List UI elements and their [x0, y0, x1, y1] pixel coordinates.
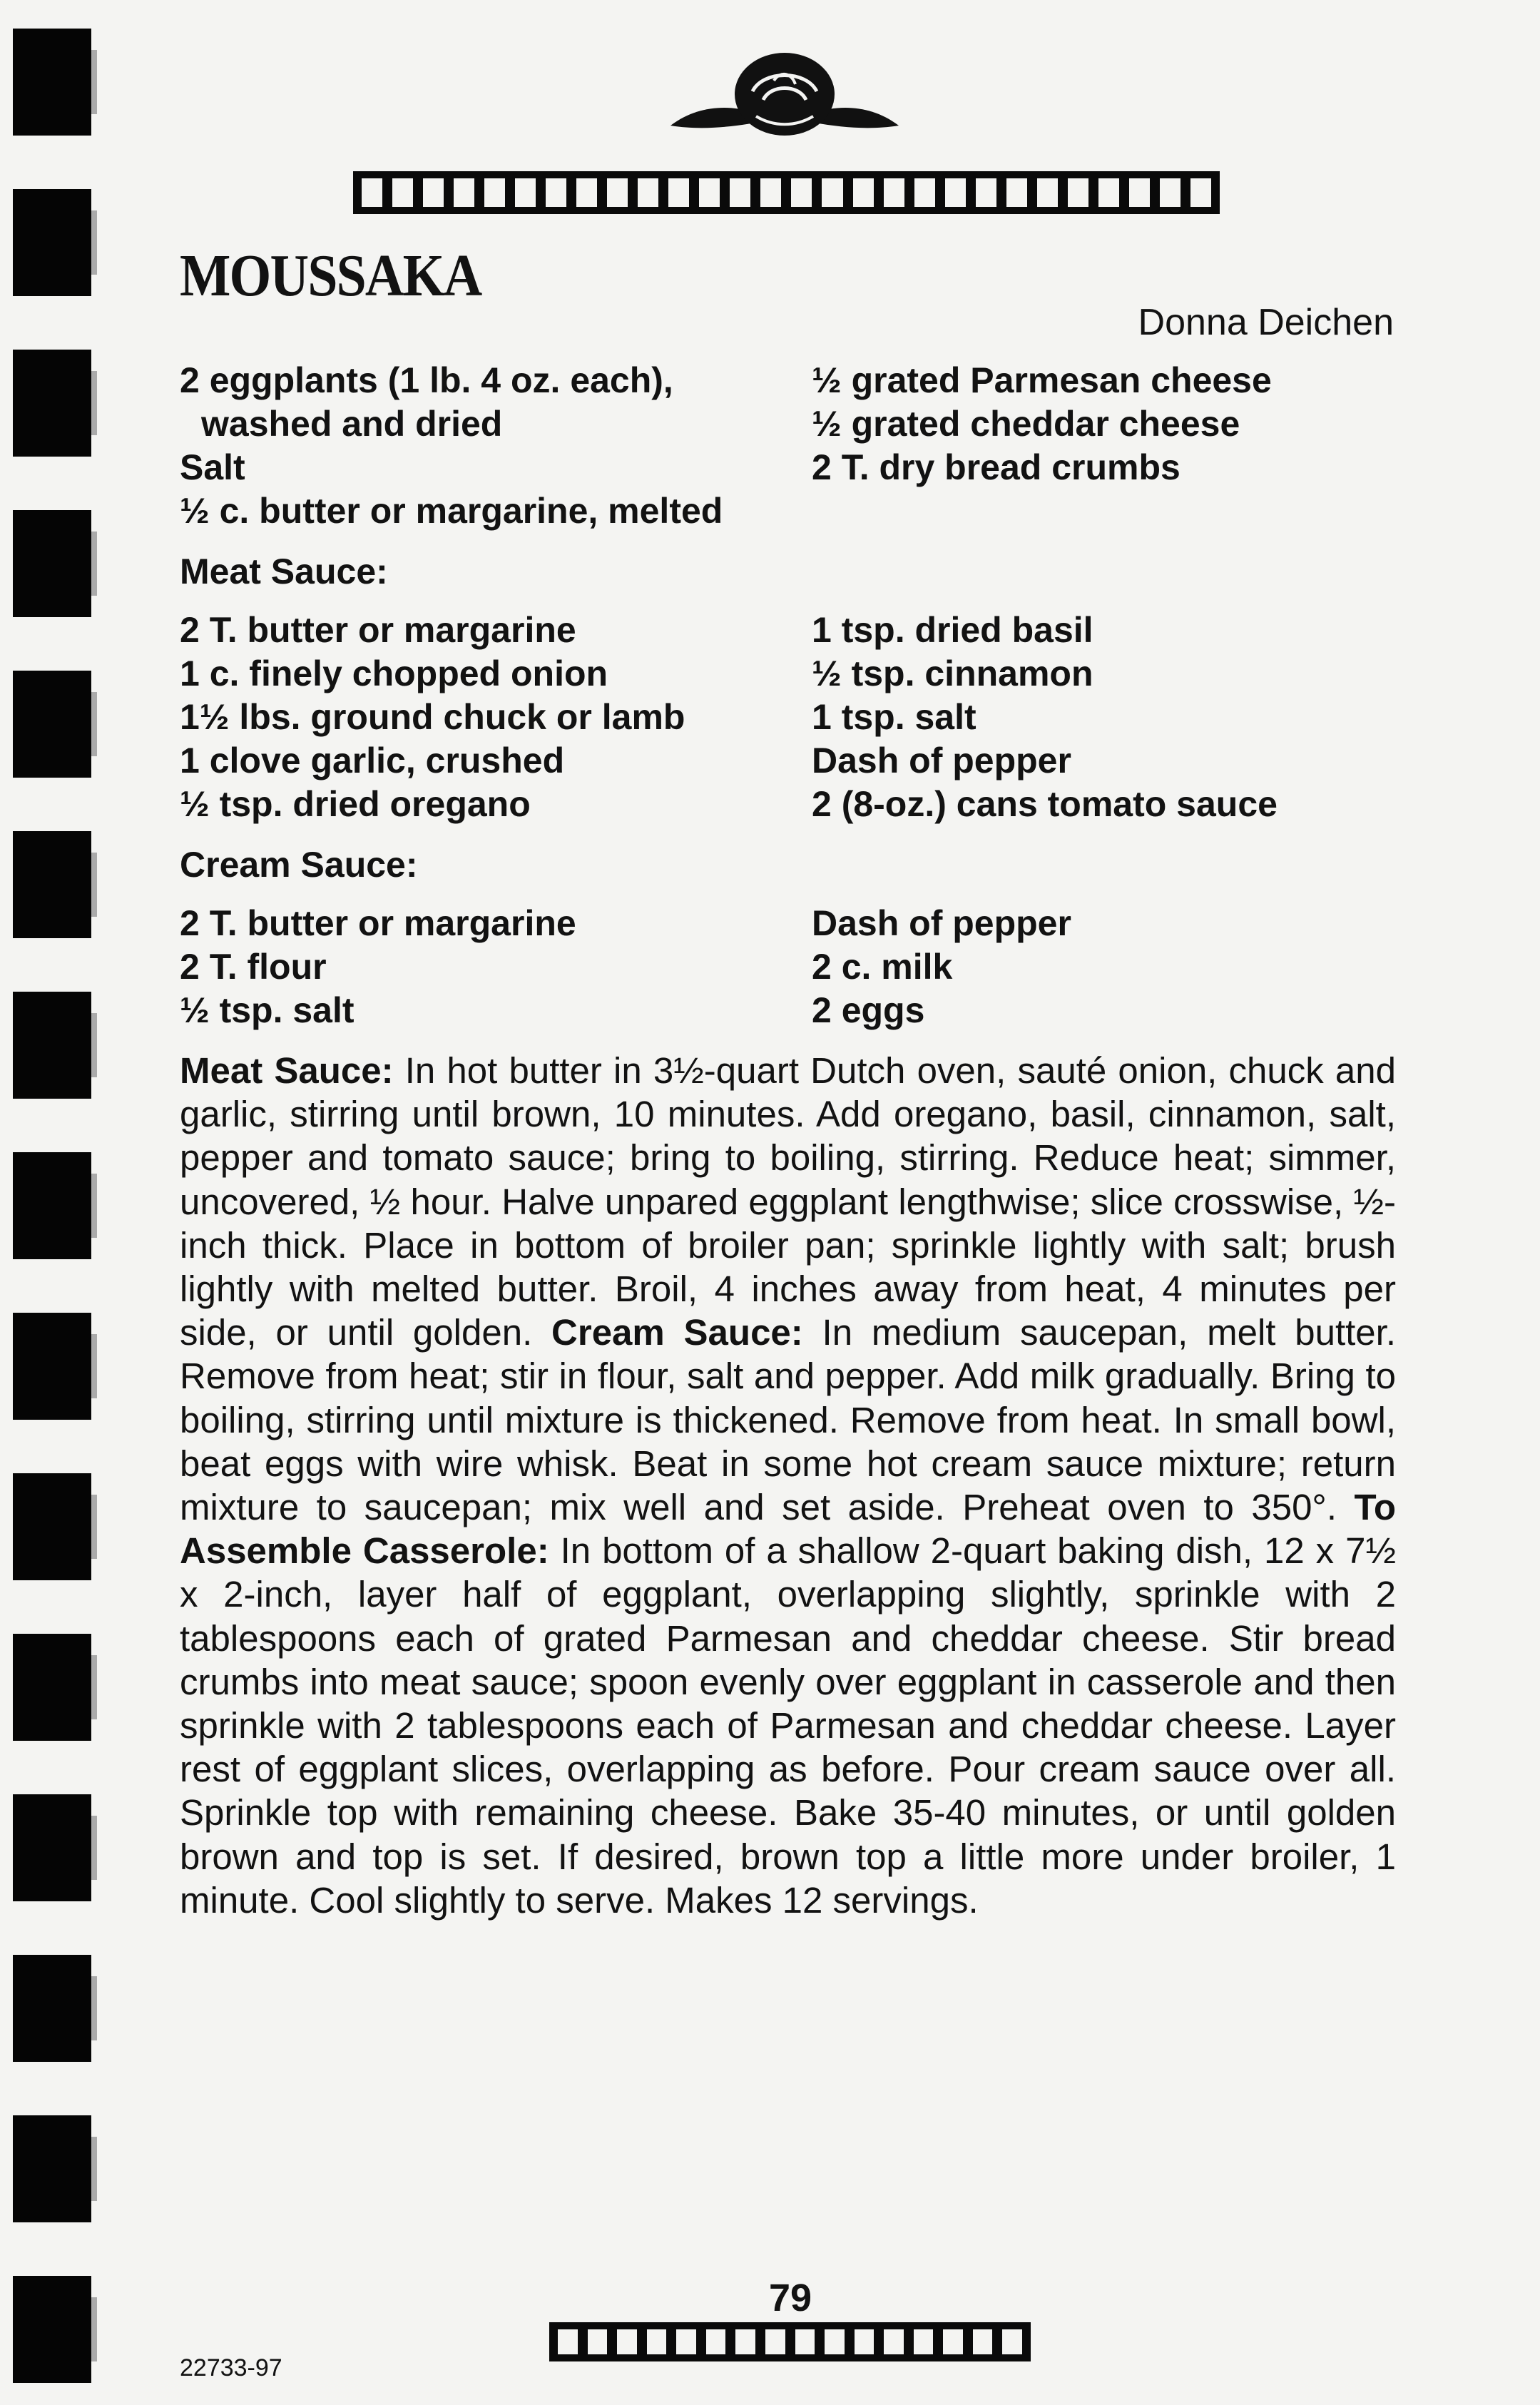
ingredient-line: Salt: [180, 447, 245, 487]
ingredient-line: 1 tsp. salt: [812, 697, 976, 737]
ingredient-line: ½ tsp. salt: [180, 990, 355, 1030]
meat-sauce-right: [812, 609, 1278, 826]
ingredient-line: Dash of pepper: [812, 741, 1071, 781]
recipe-title: MOUSSAKA: [180, 243, 481, 309]
binding-hole: [13, 1152, 91, 1259]
binding-hole: [13, 1313, 91, 1420]
recipe-directions: [180, 1049, 1396, 1922]
assemble-label: To Assemble Casserole:: [180, 1487, 1396, 1572]
ingredient-line: 1½ lbs. ground chuck or lamb: [180, 697, 685, 737]
binding-hole: [13, 29, 91, 136]
cream-sauce-right: [812, 902, 1071, 1032]
meat-sauce-heading: Meat Sauce:: [180, 551, 388, 591]
cream-sauce-label: Cream Sauce:: [551, 1312, 803, 1353]
ingredient-line: 1 tsp. dried basil: [812, 610, 1093, 650]
spiral-binding: [0, 0, 93, 2405]
binding-hole: [13, 1794, 91, 1901]
binding-hole: [13, 350, 91, 457]
checkered-divider: [353, 171, 1220, 214]
binding-hole: [13, 510, 91, 617]
ingredient-line: ½ grated cheddar cheese: [812, 404, 1240, 444]
checkered-divider: [549, 2322, 1031, 2361]
catalog-code: 22733-97: [180, 2354, 282, 2381]
ingredients-right: [812, 359, 1272, 489]
ingredient-line: 2 T. dry bread crumbs: [812, 447, 1181, 487]
meat-sauce-text: In hot butter in 3½-quart Dutch oven, sauté onion, chuck and garlic, stirring until brown, 10 minutes. Add oregano, basil, cinnamon, salt, pepper and tomato sauce; bring to boiling, stirring. Reduce heat; simmer, uncovered, ½ hour. Halve unpared eggplant lengthwise; slice crosswise, ½-inch thick. Place in bottom of broiler pan; sprinkle lightly with salt; brush lightly with melted butter. Broil, 4 inches away from heat, 4 minutes per side, or until golden.: [180, 1050, 1396, 1353]
binding-hole: [13, 992, 91, 1099]
meat-sauce-label: Meat Sauce:: [180, 1050, 394, 1091]
ingredient-line: 2 eggplants (1 lb. 4 oz. each),: [180, 360, 673, 400]
cream-sauce-text: In medium saucepan, melt butter. Remove from heat; stir in flour, salt and pepper. Add milk gradually. Bring to boiling, stirring until mixture is thickened. Remove from heat. In small bowl, beat eggs with wire whisk. Beat in some hot cream sauce mixture; return mixture to saucepan; mix well and set aside. Preheat oven to 350°.: [180, 1312, 1396, 1528]
ingredient-line: 2 (8-oz.) cans tomato sauce: [812, 784, 1278, 824]
ingredient-line: ½ tsp. dried oregano: [180, 784, 531, 824]
ingredient-line: 2 eggs: [812, 990, 925, 1030]
ingredient-line: washed and dried: [201, 404, 503, 444]
meat-sauce-left: [180, 609, 685, 826]
binding-hole: [13, 831, 91, 938]
ingredient-line: Dash of pepper: [812, 903, 1071, 943]
binding-hole: [13, 1473, 91, 1580]
binding-hole: [13, 2115, 91, 2222]
page-number: 79: [769, 2277, 812, 2319]
ingredient-line: ½ c. butter or margarine, melted: [180, 491, 723, 531]
binding-hole: [13, 2276, 91, 2383]
binding-hole: [13, 1955, 91, 2062]
ingredient-line: 2 c. milk: [812, 947, 953, 987]
binding-hole: [13, 671, 91, 778]
ingredient-line: 2 T. butter or margarine: [180, 903, 576, 943]
ingredient-line: 2 T. flour: [180, 947, 327, 987]
ingredient-line: 1 clove garlic, crushed: [180, 741, 565, 781]
rose-ornament-icon: [663, 49, 906, 148]
ingredient-line: ½ tsp. cinnamon: [812, 654, 1093, 693]
assemble-text: In bottom of a shallow 2-quart baking dish, 12 x 7½ x 2-inch, layer half of eggplant, overlapping slightly, sprinkle with 2 tablespoons each of grated Parmesan and cheddar cheese. Stir bread crumbs into meat sauce; spoon evenly over eggplant in casserole and then sprinkle with 2 tablespoons each of Parmesan and cheddar cheese. Layer rest of eggplant slices, overlapping as before. Pour cream sauce over all. Sprinkle top with remaining cheese. Bake 35-40 minutes, or until golden brown and top is set. If desired, brown top a little more under broiler, 1 minute. Cool slightly to serve. Makes 12 servings.: [180, 1530, 1396, 1921]
ingredients-left: [180, 359, 723, 533]
cream-sauce-heading: Cream Sauce:: [180, 845, 418, 885]
recipe-author: Donna Deichen: [1138, 302, 1394, 343]
ingredient-line: 1 c. finely chopped onion: [180, 654, 608, 693]
ingredient-line: 2 T. butter or margarine: [180, 610, 576, 650]
binding-hole: [13, 189, 91, 296]
binding-hole: [13, 1634, 91, 1741]
ingredient-line: ½ grated Parmesan cheese: [812, 360, 1272, 400]
cream-sauce-left: [180, 902, 576, 1032]
